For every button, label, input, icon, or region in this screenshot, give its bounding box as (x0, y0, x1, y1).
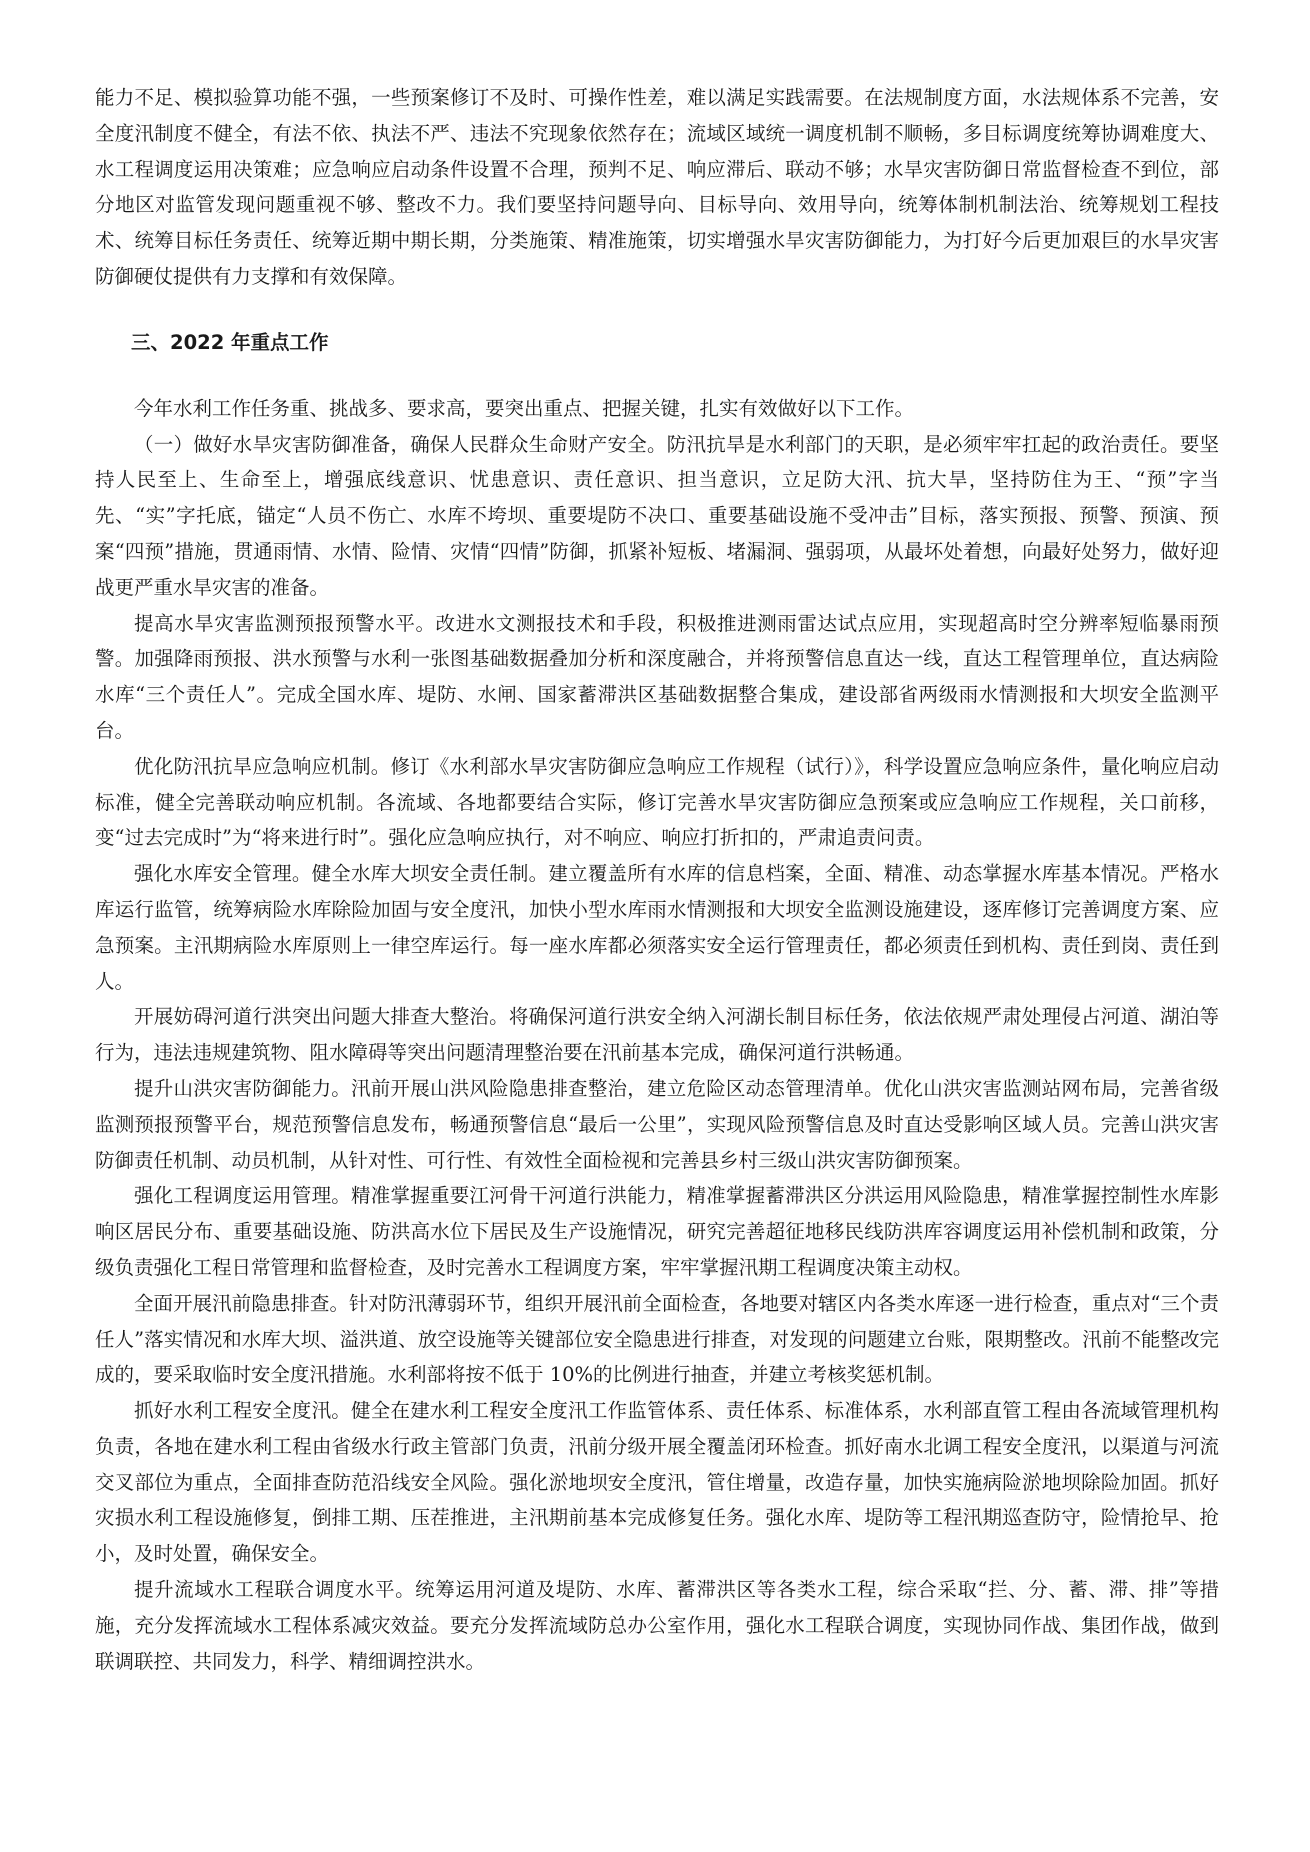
section-heading: 三、2022 年重点工作 (131, 330, 329, 354)
paragraph-engineering-dispatch: 强化工程调度运用管理。精准掌握重要江河骨干河道行洪能力，精准掌握蓄滞洪区分洪运用风险隐患，精准掌握控制性水库影响区居民分布、重要基础设施、防洪高水位下居民及生产设施情况，研究完善超征地移民线防洪库容调度运用补偿机制和政策，分级负责强化工程日常管理和监督检查，及时完善水工程调度方案，牢牢掌握汛期工程调度决策主动权。 (95, 1184, 1219, 1279)
paragraph-continued: 能力不足、模拟验算功能不强，一些预案修订不及时、可操作性差，难以满足实践需要。在法规制度方面，水法规体系不完善，安全度汛制度不健全，有法不依、执法不严、违法不究现象依然存在；流域区域统一调度机制不顺畅，多目标调度统筹协调难度大、水工程调度运用决策难；应急响应启动条件设置不合理，预判不足、响应滞后、联动不够；水旱灾害防御日常监督检查不到位，部分地区对监管发现问题重视不够、整改不力。我们要坚持问题导向、目标导向、效用导向，统筹体制机制法治、统筹规划工程技术、统筹目标任务责任、统筹近期中期长期，分类施策、精准施策，切实增强水旱灾害防御能力，为打好今后更加艰巨的水旱灾害防御硬仗提供有力支撑和有效保障。 (95, 86, 1219, 288)
paragraph-intro: 今年水利工作任务重、挑战多、要求高，要突出重点、把握关键，扎实有效做好以下工作。 (134, 396, 915, 420)
paragraph-reservoir-safety: 强化水库安全管理。健全水库大坝安全责任制。建立覆盖所有水库的信息档案，全面、精准、动态掌握水库基本情况。严格水库运行监管，统筹病险水库除险加固与安全度汛，加快小型水库雨水情测报和大坝安全监测设施建设，逐库修订完善调度方案、应急预案。主汛期病险水库原则上一律空库运行。每一座水库都必须落实安全运行管理责任，都必须责任到机构、责任到岗、责任到人。 (95, 862, 1219, 993)
paragraph-item-1: （一）做好水旱灾害防御准备，确保人民群众生命财产安全。防汛抗旱是水利部门的天职，是必须牢牢扛起的政治责任。要坚持人民至上、生命至上，增强底线意识、忧患意识、责任意识、担当意识，立足防大汛、抗大旱，坚持防住为王、“预”字当先、“实”字托底，锚定“人员不伤亡、水库不垮坝、重要堤防不决口、重要基础设施不受冲击”目标，落实预报、预警、预演、预案“四预”措施，贯通雨情、水情、险情、灾情“四情”防御，抓紧补短板、堵漏洞、强弱项，从最坏处着想，向最好处努力，做好迎战更严重水旱灾害的准备。 (95, 432, 1219, 599)
document-page (95, 80, 1219, 1679)
paragraph-mountain-flood: 提升山洪灾害防御能力。汛前开展山洪风险隐患排查整治，建立危险区动态管理清单。优化山洪灾害监测站网布局，完善省级监测预报预警平台，规范预警信息发布，畅通预警信息“最后一公里”，实现风险预警信息及时直达受影响区域人员。完善山洪灾害防御责任机制、动员机制，从针对性、可行性、有效性全面检视和完善县乡村三级山洪灾害防御预案。 (95, 1076, 1219, 1172)
paragraph-river-rectification: 开展妨碍河道行洪突出问题大排查大整治。将确保河道行洪安全纳入河湖长制目标任务，依法依规严肃处理侵占河道、湖泊等行为，违法违规建筑物、阻水障碍等突出问题清理整治要在汛前基本完成，确保河道行洪畅通。 (95, 1005, 1219, 1065)
paragraph-project-safety: 抓好水利工程安全度汛。健全在建水利工程安全度汛工作监管体系、责任体系、标准体系，水利部直管工程由各流域管理机构负责，各地在建水利工程由省级水行政主管部门负责，汛前分级开展全覆盖闭环检查。抓好南水北调工程安全度汛，以渠道与河流交叉部位为重点，全面排查防范沿线安全风险。强化淤地坝安全度汛，管住增量，改造存量，加快实施病险淤地坝除险加固。抓好灾损水利工程设施修复，倒排工期、压茬推进，主汛期前基本完成修复任务。强化水库、堤防等工程汛期巡查防守，险情抢早、抢小，及时处置，确保安全。 (95, 1399, 1219, 1566)
paragraph-hazard-inspection: 全面开展汛前隐患排查。针对防汛薄弱环节，组织开展汛前全面检查，各地要对辖区内各类水库逐一进行检查，重点对“三个责任人”落实情况和水库大坝、溢洪道、放空设施等关键部位安全隐患进行排查，对发现的问题建立台账，限期整改。汛前不能整改完成的，要采取临时安全度汛措施。水利部将按不低于 10%的比例进行抽查，并建立考核奖惩机制。 (95, 1291, 1219, 1387)
paragraph-monitoring: 提高水旱灾害监测预报预警水平。改进水文测报技术和手段，积极推进测雨雷达试点应用，实现超高时空分辨率短临暴雨预警。加强降雨预报、洪水预警与水利一张图基础数据叠加分析和深度融合，并将预警信息直达一线，直达工程管理单位，直达病险水库“三个责任人”。完成全国水库、堤防、水闸、国家蓄滞洪区基础数据整合集成，建设部省两级雨水情测报和大坝安全监测平台。 (95, 611, 1219, 742)
paragraph-emergency-response: 优化防汛抗旱应急响应机制。修订《水利部水旱灾害防御应急响应工作规程（试行）》，科学设置应急响应条件，量化响应启动标准，健全完善联动响应机制。各流域、各地都要结合实际，修订完善水旱灾害防御应急预案或应急响应工作规程，关口前移，变“过去完成时”为“将来进行时”。强化应急响应执行，对不响应、响应打折扣的，严肃追责问责。 (95, 754, 1219, 850)
paragraph-joint-dispatch: 提升流域水工程联合调度水平。统筹运用河道及堤防、水库、蓄滞洪区等各类水工程，综合采取“拦、分、蓄、滞、排”等措施，充分发挥流域水工程体系减灾效益。要充分发挥流域防总办公室作用，强化水工程联合调度，实现协同作战、集团作战，做到联调联控、共同发力，科学、精细调控洪水。 (95, 1578, 1219, 1673)
